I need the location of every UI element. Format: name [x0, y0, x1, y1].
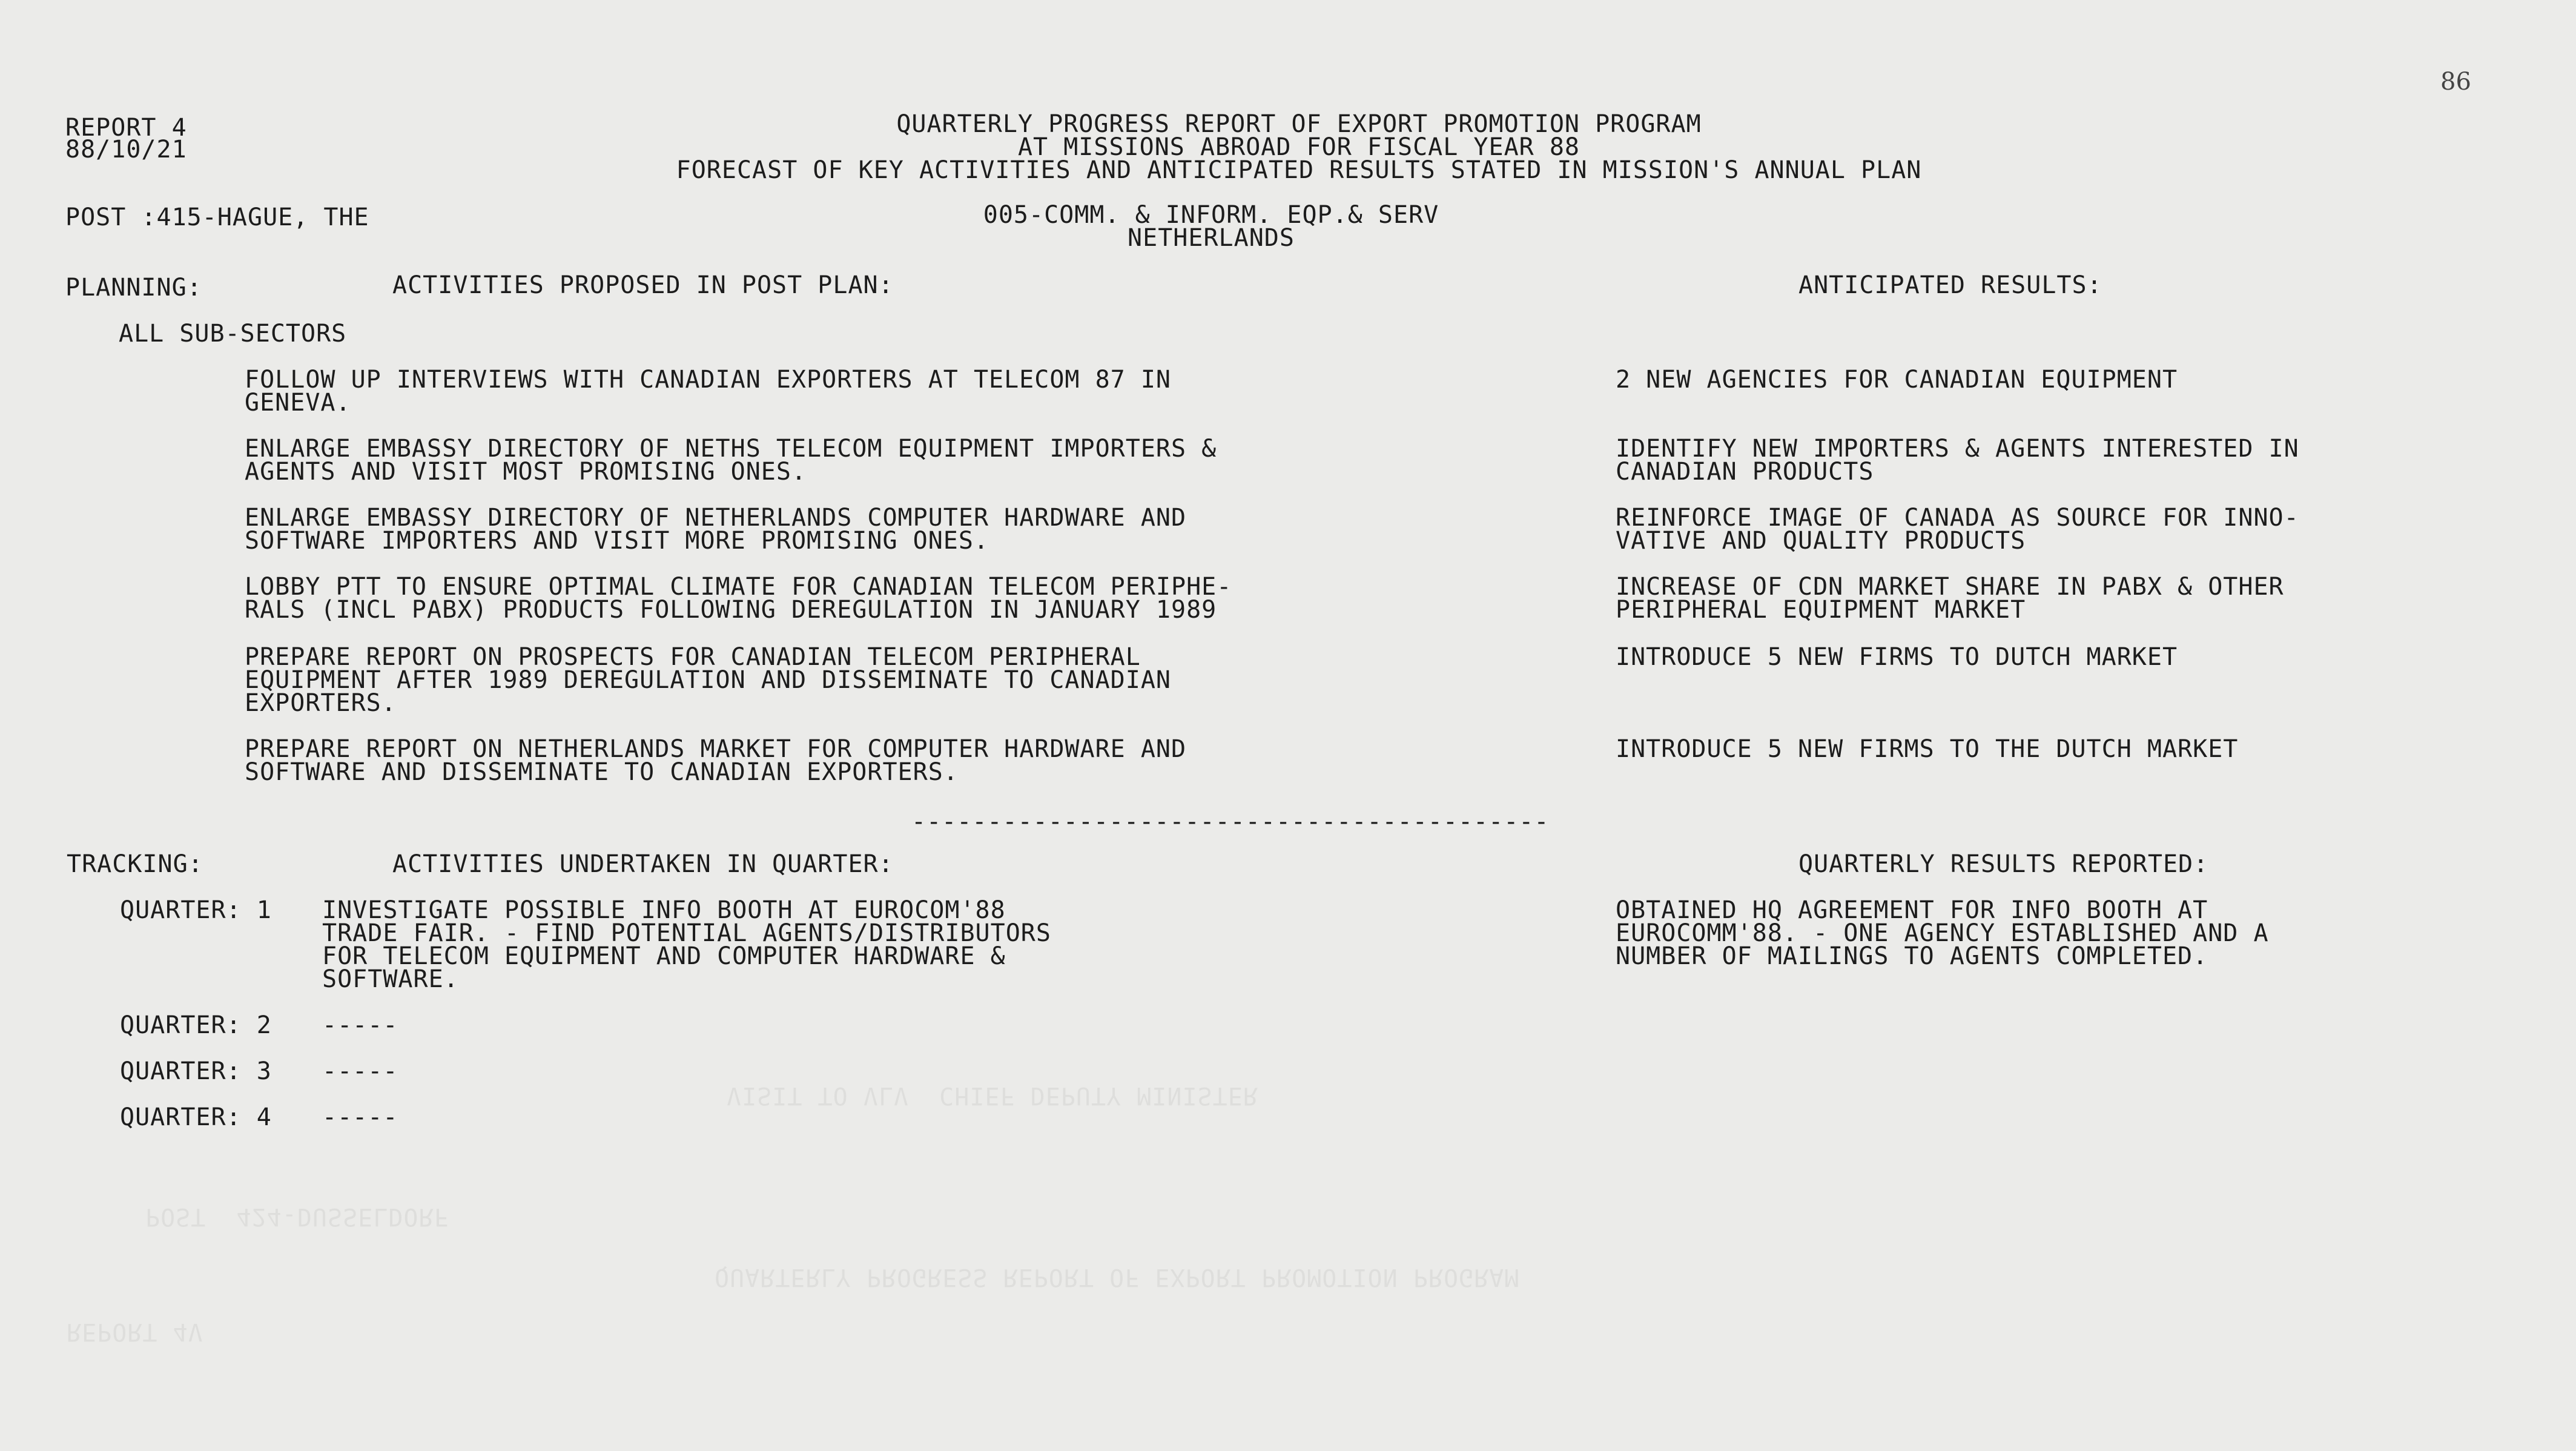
- quarter-result: NUMBER OF MAILINGS TO AGENTS COMPLETED.: [1616, 942, 2208, 970]
- quarter-activity: SOFTWARE.: [322, 965, 459, 993]
- anticipated-result: VATIVE AND QUALITY PRODUCTS: [1616, 527, 2026, 555]
- quarter-activity: -----: [322, 1103, 398, 1131]
- bleed-through-text: VISIT TO VLV CHIEF DEPUTY MINISTER: [727, 1082, 1258, 1109]
- planned-activity: GENEVA.: [245, 389, 351, 417]
- anticipated-result: CANADIAN PRODUCTS: [1616, 458, 1874, 486]
- planning-label: PLANNING:: [65, 274, 202, 302]
- anticipated-result: PERIPHERAL EQUIPMENT MARKET: [1616, 596, 2026, 624]
- anticipated-result: INTRODUCE 5 NEW FIRMS TO DUTCH MARKET: [1616, 643, 2178, 671]
- planned-activity: AGENTS AND VISIT MOST PROMISING ONES.: [245, 458, 807, 486]
- quarter-activity: -----: [322, 1057, 398, 1085]
- planned-activity: FOLLOW UP INTERVIEWS WITH CANADIAN EXPORTERS AT TELECOM 87 IN: [245, 366, 1172, 394]
- report-date: 88/10/21: [65, 136, 187, 164]
- quarter-activity: INVESTIGATE POSSIBLE INFO BOOTH AT EUROCOM'88: [322, 896, 1006, 924]
- planned-activity: LOBBY PTT TO ENSURE OPTIMAL CLIMATE FOR CANADIAN TELECOM PERIPHE-: [245, 573, 1232, 601]
- planned-activity: RALS (INCL PABX) PRODUCTS FOLLOWING DEREGULATION IN JANUARY 1989: [245, 596, 1217, 624]
- quarter-label: QUARTER: 1: [120, 896, 272, 924]
- planned-activity: ENLARGE EMBASSY DIRECTORY OF NETHERLANDS COMPUTER HARDWARE AND: [245, 504, 1187, 532]
- planned-activity: SOFTWARE AND DISSEMINATE TO CANADIAN EXPORTERS.: [245, 758, 959, 786]
- planned-activity: EQUIPMENT AFTER 1989 DEREGULATION AND DISSEMINATE TO CANADIAN: [245, 666, 1172, 694]
- quarter-activity: TRADE FAIR. - FIND POTENTIAL AGENTS/DISTRIBUTORS: [322, 919, 1051, 947]
- planning-results-header: ANTICIPATED RESULTS:: [1798, 271, 2102, 299]
- bleed-through-text: POST 424-DUSSELDORF: [145, 1203, 449, 1231]
- anticipated-result: IDENTIFY NEW IMPORTERS & AGENTS INTERESTED IN: [1616, 435, 2299, 463]
- quarter-label: QUARTER: 4: [120, 1103, 272, 1131]
- sector-label: 005-COMM. & INFORM. EQP.& SERV: [983, 201, 1439, 229]
- title-line-2: AT MISSIONS ABROAD FOR FISCAL YEAR 88: [1017, 133, 1580, 161]
- tracking-activities-header: ACTIVITIES UNDERTAKEN IN QUARTER:: [392, 850, 894, 878]
- page-number: 86: [2440, 68, 2471, 96]
- title-line-3: FORECAST OF KEY ACTIVITIES AND ANTICIPATED RESULTS STATED IN MISSION'S ANNUAL PLAN: [676, 156, 1922, 184]
- tracking-label: TRACKING:: [67, 850, 203, 878]
- quarter-activity: FOR TELECOM EQUIPMENT AND COMPUTER HARDWARE &: [322, 942, 1006, 970]
- anticipated-result: INTRODUCE 5 NEW FIRMS TO THE DUTCH MARKET: [1616, 735, 2239, 763]
- title-line-1: QUARTERLY PROGRESS REPORT OF EXPORT PROMOTION PROGRAM: [896, 110, 1702, 138]
- anticipated-result: INCREASE OF CDN MARKET SHARE IN PABX & OTHER: [1616, 573, 2284, 601]
- bleed-through-text: QUARTERLY PROGRESS REPORT OF EXPORT PROMOTION PROGRAM: [715, 1263, 1520, 1291]
- tracking-results-header: QUARTERLY RESULTS REPORTED:: [1798, 850, 2209, 878]
- planning-activities-header: ACTIVITIES PROPOSED IN POST PLAN:: [392, 271, 894, 299]
- planned-activity: SOFTWARE IMPORTERS AND VISIT MORE PROMISING ONES.: [245, 527, 989, 555]
- bleed-through-text: REPORT 4V: [67, 1318, 203, 1346]
- quarter-activity: -----: [322, 1011, 398, 1039]
- planned-activity: PREPARE REPORT ON NETHERLANDS MARKET FOR COMPUTER HARDWARE AND: [245, 735, 1187, 763]
- post-label: POST :415-HAGUE, THE: [65, 203, 369, 231]
- anticipated-result: REINFORCE IMAGE OF CANADA AS SOURCE FOR INNO-: [1616, 504, 2299, 532]
- planned-activity: PREPARE REPORT ON PROSPECTS FOR CANADIAN TELECOM PERIPHERAL: [245, 643, 1141, 671]
- quarter-label: QUARTER: 3: [120, 1057, 272, 1085]
- planned-activity: EXPORTERS.: [245, 689, 397, 717]
- country-label: NETHERLANDS: [1128, 224, 1295, 252]
- anticipated-result: 2 NEW AGENCIES FOR CANADIAN EQUIPMENT: [1616, 366, 2178, 394]
- quarter-result: EUROCOMM'88. - ONE AGENCY ESTABLISHED AND A: [1616, 919, 2269, 947]
- quarter-result: OBTAINED HQ AGREEMENT FOR INFO BOOTH AT: [1616, 896, 2208, 924]
- section-divider: ------------------------------------------: [911, 808, 1550, 836]
- quarter-label: QUARTER: 2: [120, 1011, 272, 1039]
- planned-activity: ENLARGE EMBASSY DIRECTORY OF NETHS TELECOM EQUIPMENT IMPORTERS &: [245, 435, 1217, 463]
- report-id: REPORT 4: [65, 114, 187, 142]
- subsector-label: ALL SUB-SECTORS: [119, 320, 347, 348]
